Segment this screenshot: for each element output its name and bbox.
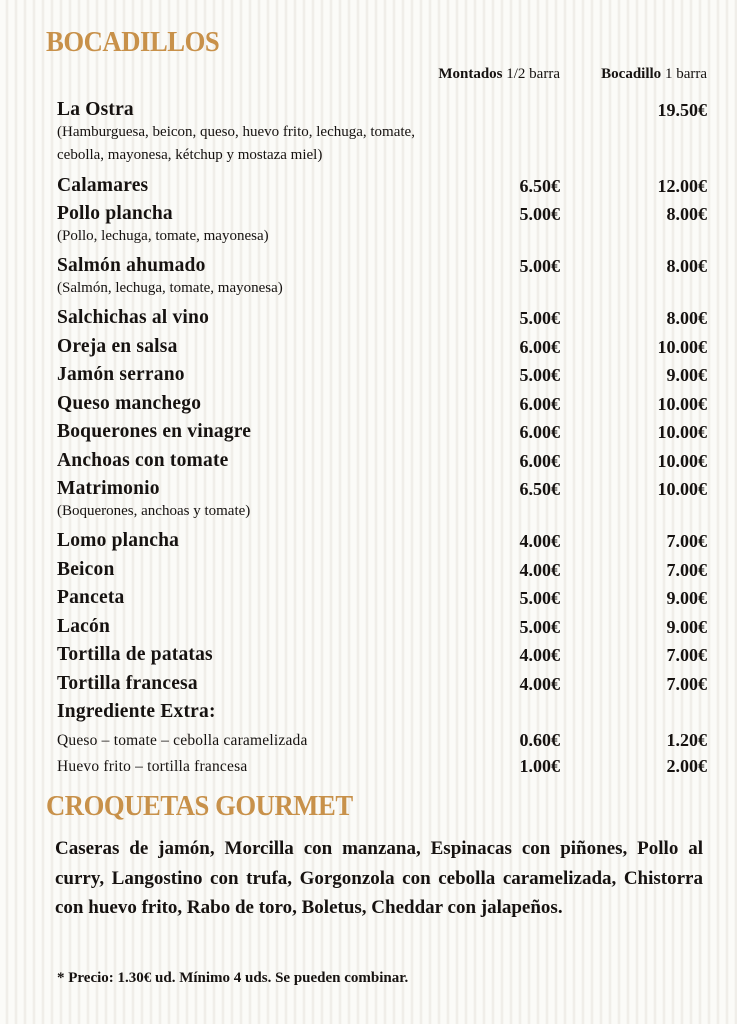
menu-item-row bbox=[57, 200, 707, 229]
bocadillo-price: 8.00€ bbox=[666, 308, 707, 328]
bocadillo-price: 10.00€ bbox=[657, 479, 707, 499]
menu-item-row bbox=[57, 527, 707, 556]
menu-item bbox=[57, 252, 707, 300]
bocadillo-price: 10.00€ bbox=[657, 422, 707, 442]
montado-price: 5.00€ bbox=[519, 204, 560, 224]
montado-price: 0.60€ bbox=[519, 729, 560, 750]
bocadillo-price: 9.00€ bbox=[666, 365, 707, 385]
menu-item-name: Salchichas al vino bbox=[57, 307, 210, 328]
menu-item bbox=[57, 418, 707, 447]
column-header-montados bbox=[438, 66, 560, 83]
montado-price: 5.00€ bbox=[519, 588, 560, 608]
menu-item-row bbox=[57, 252, 707, 281]
column-header-montados-size: 1/2 barra bbox=[502, 66, 560, 82]
menu-item bbox=[57, 527, 707, 556]
menu-item-row bbox=[57, 641, 707, 670]
menu-item bbox=[57, 333, 707, 362]
menu-item-description: (Hamburguesa, beicon, queso, huevo frito, lechuga, tomate, bbox=[57, 123, 415, 140]
menu-item-row bbox=[57, 447, 707, 476]
menu-item bbox=[57, 172, 707, 201]
menu-item bbox=[57, 200, 707, 248]
montado-price: 6.50€ bbox=[519, 175, 560, 196]
menu-item bbox=[57, 556, 707, 585]
extra-ingredient-row bbox=[57, 727, 707, 753]
montado-price: 6.00€ bbox=[519, 336, 560, 357]
menu-item-name: Jamón serrano bbox=[57, 364, 185, 385]
menu-item bbox=[57, 447, 707, 476]
menu-item bbox=[57, 670, 707, 699]
menu-item-row bbox=[57, 361, 707, 390]
section-title-croquetas: CROQUETAS GOURMET bbox=[46, 790, 353, 822]
menu-item bbox=[57, 475, 707, 523]
bocadillo-price: 10.00€ bbox=[657, 450, 707, 471]
bocadillo-price: 7.00€ bbox=[666, 531, 707, 551]
column-header-bocadillo-label: Bocadillo bbox=[601, 66, 662, 82]
menu-item-row bbox=[57, 613, 707, 642]
montado-price: 6.00€ bbox=[519, 393, 560, 414]
column-header-montados-label: Montados bbox=[438, 66, 503, 82]
bocadillo-price: 19.50€ bbox=[657, 100, 707, 120]
menu-item-name: Lomo plancha bbox=[57, 530, 180, 551]
menu-item-name: La Ostra bbox=[57, 99, 134, 120]
menu-item-row bbox=[57, 172, 707, 201]
croquetas-price-note: * Precio: 1.30€ ud. Mínimo 4 uds. Se pueden combinar. bbox=[57, 970, 409, 986]
menu-item-description: (Salmón, lechuga, tomate, mayonesa) bbox=[57, 279, 283, 296]
menu-item-name: Ingrediente Extra: bbox=[57, 701, 216, 722]
column-header-bocadillo-size: 1 barra bbox=[661, 66, 707, 82]
menu-item-row bbox=[57, 670, 707, 699]
montado-price: 6.50€ bbox=[519, 479, 560, 499]
menu-item bbox=[57, 641, 707, 670]
menu-item bbox=[57, 304, 707, 333]
montado-price: 4.00€ bbox=[519, 531, 560, 551]
bocadillo-price: 10.00€ bbox=[657, 336, 707, 357]
menu-item-name: Panceta bbox=[57, 587, 125, 608]
menu-item-name: Pollo plancha bbox=[57, 203, 173, 224]
bocadillo-price: 12.00€ bbox=[657, 175, 707, 196]
menu-item-row bbox=[57, 96, 707, 125]
bocadillo-price: 2.00€ bbox=[666, 755, 707, 776]
menu-item-row bbox=[57, 304, 707, 333]
bocadillo-price: 10.00€ bbox=[657, 393, 707, 414]
menu-item-row bbox=[57, 418, 707, 447]
montado-price: 6.00€ bbox=[519, 422, 560, 442]
bocadillo-price: 8.00€ bbox=[666, 256, 707, 276]
menu-item bbox=[57, 390, 707, 419]
menu-item-name: Beicon bbox=[57, 558, 115, 580]
montado-price: 6.00€ bbox=[519, 450, 560, 471]
bocadillo-price: 9.00€ bbox=[666, 616, 707, 637]
menu-item bbox=[57, 698, 707, 727]
extra-ingredient-row bbox=[57, 753, 707, 779]
extra-ingredient-name: Huevo frito – tortilla francesa bbox=[57, 757, 248, 775]
menu-item-description: cebolla, mayonesa, kétchup y mostaza miel) bbox=[57, 147, 323, 163]
menu-item-name: Queso manchego bbox=[57, 392, 202, 414]
montado-price: 4.00€ bbox=[519, 673, 560, 694]
menu-item-name: Anchoas con tomate bbox=[57, 449, 229, 471]
menu-item bbox=[57, 96, 707, 168]
bocadillo-price: 1.20€ bbox=[666, 729, 707, 750]
menu-item-name: Tortilla de patatas bbox=[57, 644, 213, 665]
bocadillo-price: 7.00€ bbox=[666, 645, 707, 665]
menu-item-name: Salmón ahumado bbox=[57, 255, 206, 276]
menu-item-name: Boquerones en vinagre bbox=[57, 421, 252, 442]
menu-item-row bbox=[57, 556, 707, 585]
menu-item-description: (Pollo, lechuga, tomate, mayonesa) bbox=[57, 227, 269, 244]
menu-item bbox=[57, 613, 707, 642]
section-title-bocadillos: BOCADILLOS bbox=[46, 26, 220, 58]
menu-item-name: Matrimonio bbox=[57, 478, 160, 499]
extra-ingredient-name: Queso – tomate – cebolla caramelizada bbox=[57, 731, 308, 749]
montado-price: 4.00€ bbox=[519, 559, 560, 580]
menu-item-name: Calamares bbox=[57, 174, 149, 196]
menu-item-name: Tortilla francesa bbox=[57, 672, 198, 694]
croquetas-description: Caseras de jamón, Morcilla con manzana, Espinacas con piñones, Pollo al curry, Langostino con trufa, Gorgonzola con cebolla caramelizada, Chistorra con huevo frito, Rabo de toro, Boletus, Cheddar con jalapeños. bbox=[55, 838, 703, 918]
montado-price: 5.00€ bbox=[519, 365, 560, 385]
montado-price: 5.00€ bbox=[519, 308, 560, 328]
bocadillo-price: 7.00€ bbox=[666, 673, 707, 694]
menu-item-row bbox=[57, 475, 707, 504]
montado-price: 5.00€ bbox=[519, 616, 560, 637]
bocadillos-list bbox=[57, 96, 707, 779]
montado-price: 1.00€ bbox=[519, 755, 560, 776]
bocadillo-price: 9.00€ bbox=[666, 588, 707, 608]
bocadillo-price: 8.00€ bbox=[666, 204, 707, 224]
menu-item bbox=[57, 361, 707, 390]
menu-item-name: Oreja en salsa bbox=[57, 335, 178, 357]
column-header-bocadillo bbox=[601, 66, 707, 83]
montado-price: 5.00€ bbox=[519, 256, 560, 276]
menu-item-name: Lacón bbox=[57, 615, 111, 637]
menu-item bbox=[57, 584, 707, 613]
menu-item-description: (Boquerones, anchoas y tomate) bbox=[57, 502, 251, 519]
bocadillo-price: 7.00€ bbox=[666, 559, 707, 580]
menu-item-row bbox=[57, 390, 707, 419]
menu-item-row bbox=[57, 584, 707, 613]
menu-item-row bbox=[57, 333, 707, 362]
menu-item-row bbox=[57, 698, 707, 727]
montado-price: 4.00€ bbox=[519, 645, 560, 665]
